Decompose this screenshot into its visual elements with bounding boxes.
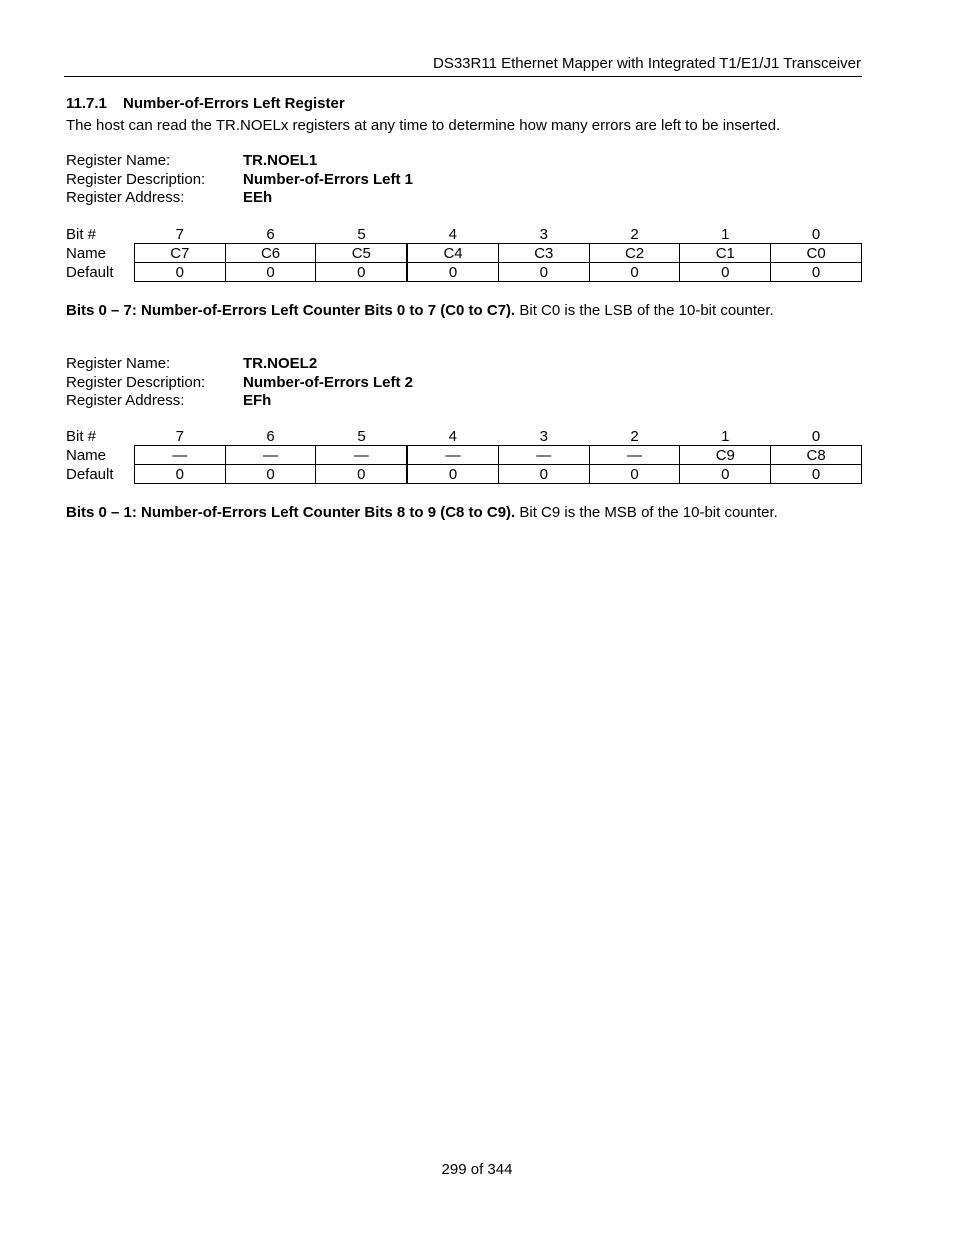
bit-default-row: [66, 263, 862, 282]
register-description-row: [66, 374, 862, 393]
bit-number: 2: [630, 225, 639, 243]
bit-row-label: Bit #: [66, 427, 97, 445]
bit-name: C1: [680, 244, 771, 263]
bit-name: C5: [316, 244, 407, 263]
register-description-value: Number-of-Errors Left 1: [243, 170, 414, 188]
bit-name: —: [589, 446, 680, 465]
bit-number: 4: [448, 225, 457, 243]
bits-description-text: Bit C9 is the MSB of the 10-bit counter.: [515, 504, 778, 521]
bits-description-noel2: [66, 504, 778, 521]
bit-number: 4: [448, 427, 457, 445]
bit-name: —: [407, 446, 498, 465]
bit-default: 0: [407, 263, 498, 282]
bits-description-text: Bit C0 is the LSB of the 10-bit counter.: [515, 302, 774, 319]
document-header-title: DS33R11 Ethernet Mapper with Integrated T1/E1/J1 Transceiver: [432, 55, 861, 72]
header-divider: [64, 76, 862, 77]
register-name-label: Register Name:: [66, 152, 171, 169]
register-block-noel2: [66, 355, 862, 490]
bits-description-bold: Bits 0 – 7: Number-of-Errors Left Counter Bits 0 to 7 (C0 to C7).: [66, 302, 516, 319]
bit-number: 7: [175, 427, 184, 445]
bit-name: —: [134, 446, 225, 465]
name-row-label: Name: [66, 446, 107, 464]
bit-number: 7: [175, 225, 184, 243]
bit-name: C3: [498, 244, 589, 263]
bit-default: 0: [498, 465, 589, 484]
bit-name: C2: [589, 244, 680, 263]
bit-default: 0: [589, 465, 680, 484]
register-name-row: [66, 152, 862, 171]
section-heading: [66, 95, 345, 112]
bit-default-row: [66, 465, 862, 484]
register-address-label: Register Address:: [66, 189, 185, 206]
bit-name-row: [66, 244, 862, 263]
bit-number: 2: [630, 427, 639, 445]
bit-default: 0: [771, 465, 862, 484]
default-row-label: Default: [66, 263, 114, 281]
register-description-value: Number-of-Errors Left 2: [243, 373, 414, 391]
register-bit-table: [66, 427, 862, 484]
bit-name-row: [66, 446, 862, 465]
bit-default: 0: [134, 263, 225, 282]
bit-default: 0: [134, 465, 225, 484]
register-name-value: TR.NOEL1: [243, 152, 318, 169]
bit-default: 0: [771, 263, 862, 282]
bit-default: 0: [498, 263, 589, 282]
name-row-label: Name: [66, 244, 107, 262]
register-block-noel1: [66, 152, 862, 287]
bit-default: 0: [680, 465, 771, 484]
register-address-value: EFh: [243, 392, 272, 409]
bit-number: 1: [721, 427, 730, 445]
bits-description-bold: Bits 0 – 1: Number-of-Errors Left Counter Bits 8 to 9 (C8 to C9).: [66, 504, 516, 521]
bit-number-row: [66, 225, 862, 244]
bit-name: —: [498, 446, 589, 465]
register-address-row: [66, 189, 862, 208]
bit-name: C9: [680, 446, 771, 465]
bit-number: 5: [357, 427, 366, 445]
bit-number: 1: [721, 225, 730, 243]
register-bit-table: [66, 225, 862, 282]
register-name-row: [66, 355, 862, 374]
bit-name: —: [316, 446, 407, 465]
bit-number: 3: [539, 225, 548, 243]
bit-name: C7: [134, 244, 225, 263]
bit-default: 0: [407, 465, 498, 484]
bits-description-noel1: [66, 302, 774, 319]
bit-number: 5: [357, 225, 366, 243]
register-address-value: EEh: [243, 189, 273, 206]
section-number: 11.7.1: [66, 95, 107, 112]
bit-default: 0: [680, 263, 771, 282]
register-name-label: Register Name:: [66, 355, 171, 372]
bit-name: —: [225, 446, 316, 465]
bit-name: C4: [407, 244, 498, 263]
bit-number: 0: [811, 427, 821, 445]
register-description-row: [66, 171, 862, 190]
bit-number-row: [66, 427, 862, 446]
bit-default: 0: [225, 465, 316, 484]
bit-number: 0: [811, 225, 821, 243]
bit-default: 0: [225, 263, 316, 282]
bit-name: C8: [771, 446, 862, 465]
register-address-row: [66, 392, 862, 411]
section-intro: The host can read the TR.NOELx registers at any time to determine how many errors are left to be inserted.: [66, 117, 781, 134]
bit-row-label: Bit #: [66, 225, 97, 243]
default-row-label: Default: [66, 465, 114, 483]
register-description-label: Register Description:: [66, 373, 206, 391]
page-number: 299 of 344: [441, 1161, 513, 1178]
bit-default: 0: [316, 465, 407, 484]
register-name-value: TR.NOEL2: [243, 355, 318, 372]
section-title: Number-of-Errors Left Register: [123, 95, 345, 112]
bit-name: C6: [225, 244, 316, 263]
register-description-label: Register Description:: [66, 170, 206, 188]
bit-number: 6: [266, 225, 275, 243]
bit-name: C0: [771, 244, 862, 263]
bit-number: 3: [539, 427, 548, 445]
bit-default: 0: [316, 263, 407, 282]
register-address-label: Register Address:: [66, 392, 185, 409]
bit-default: 0: [589, 263, 680, 282]
bit-number: 6: [266, 427, 275, 445]
